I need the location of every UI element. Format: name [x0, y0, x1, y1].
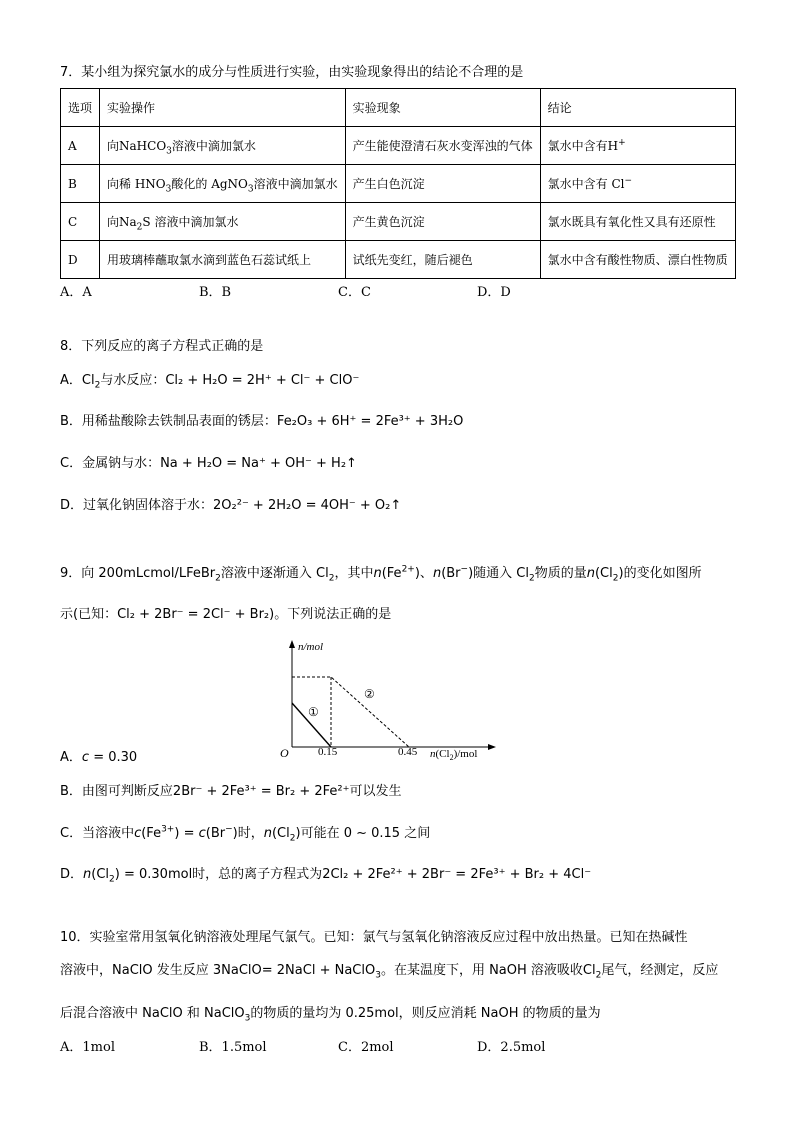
q10-line3: 后混合溶液中 NaClO 和 NaClO$_3$的物质的量均为 0.25mol，则反应消耗 NaOH 的物质的量为	[60, 1006, 601, 1024]
q9-option-b[interactable]: B．由图可判断反应2Br⁻ + 2Fe³⁺ = Br₂ + 2Fe²⁺可以发生	[60, 784, 402, 799]
row-phenomenon: 产生黄色沉淀	[345, 203, 540, 241]
line-1-label: ①	[308, 705, 319, 719]
row-phenomenon: 产生白色沉淀	[345, 165, 540, 203]
header-option: 选项	[61, 89, 100, 127]
q7-option-c[interactable]: C．C	[338, 285, 371, 300]
line-2-label: ②	[364, 687, 375, 701]
table-row	[61, 203, 736, 241]
q10-option-d[interactable]: D．2.5mol	[477, 1040, 546, 1055]
x-axis-arrow-icon	[488, 744, 496, 750]
q10-options	[60, 1039, 545, 1057]
header-conclusion: 结论	[540, 89, 735, 127]
y-axis-arrow-icon	[289, 640, 295, 648]
q7-option-d[interactable]: D．D	[477, 285, 511, 300]
q9-option-c[interactable]: C．当溶液中$c(Fe^{3+}) = c(Br^-)$时，$n(Cl_2)$可能在 0 ~ 0.15 之间	[60, 824, 431, 844]
q10-line1: 10．实验室常用氢氧化钠溶液处理尾气氯气。已知：氯气与氢氧化钠溶液反应过程中放出热量。已知在热碱性	[60, 930, 688, 945]
row-conclusion: 氯水中含有 Cl−	[540, 165, 735, 203]
q10-option-b[interactable]: B．1.5mol	[199, 1040, 267, 1055]
q10-option-c[interactable]: C．2mol	[338, 1040, 394, 1055]
row-option: C	[61, 203, 100, 241]
q9-stem-line2: 示(已知：Cl₂ + 2Br⁻ = 2Cl⁻ + Br₂)。下列说法正确的是	[60, 607, 392, 622]
q7-option-a[interactable]: A．A	[60, 285, 92, 300]
q8-stem: 8．下列反应的离子方程式正确的是	[60, 339, 264, 354]
q7-option-b[interactable]: B．B	[199, 285, 232, 300]
y-axis-label: n/mol	[298, 641, 324, 653]
table-row	[61, 165, 736, 203]
row-operation: 向稀 $HNO_3$酸化的 AgNO$_3$溶液中滴加氯水	[100, 165, 346, 203]
row-option: D	[61, 241, 100, 279]
q9-stem-line1: 9．向 200mLcmol/LFeBr$_2$溶液中逐渐通入 $Cl_2$，其中$n(Fe^{2+})$、n(Br−)随通入 $Cl_2$物质的量$n(Cl_2)$的变化如图所	[60, 564, 702, 584]
header-operation: 实验操作	[100, 89, 346, 127]
row-conclusion: 氯水中含有酸性物质、漂白性物质	[540, 241, 735, 279]
x-tick-045: 0.45	[398, 746, 418, 758]
x-tick-015: 0.15	[318, 746, 338, 758]
q9-option-a[interactable]: A．c = 0.30	[60, 750, 138, 765]
q8-option-a[interactable]: A．$Cl_2$与水反应：Cl₂ + H₂O = 2H⁺ + Cl⁻ + ClO⁻	[60, 373, 360, 391]
q7-stem: 7．某小组为探究氯水的成分与性质进行实验，由实验现象得出的结论不合理的是	[60, 65, 524, 80]
origin-label: O	[280, 746, 289, 760]
row-phenomenon: 产生能使澄清石灰水变浑浊的气体	[345, 127, 540, 165]
row-phenomenon: 试纸先变红，随后褪色	[345, 241, 540, 279]
q7-options	[60, 284, 511, 302]
q10-line2: 溶液中，NaClO 发生反应 3NaClO= 2NaCl + NaClO$_3$。在某温度下，用 NaOH 溶液吸收$Cl_2$尾气，经测定，反应	[60, 963, 719, 981]
row-operation: 用玻璃棒蘸取氯水滴到蓝色石蕊试纸上	[100, 241, 346, 279]
table-row	[61, 127, 736, 165]
table-row	[61, 241, 736, 279]
row-option: B	[61, 165, 100, 203]
row-option: A	[61, 127, 100, 165]
row-conclusion: 氯水中含有H+	[540, 127, 735, 165]
table-header-row	[61, 89, 736, 127]
row-operation: 向NaHCO$_3$溶液中滴加氯水	[100, 127, 346, 165]
x-axis-label: $n(Cl_2)$/mol	[430, 748, 478, 762]
row-conclusion: 氯水既具有氧化性又具有还原性	[540, 203, 735, 241]
q10-option-a[interactable]: A．1mol	[60, 1040, 115, 1055]
q8-option-c[interactable]: C．金属钠与水：Na + H₂O = Na⁺ + OH⁻ + H₂↑	[60, 456, 357, 471]
q8-option-d[interactable]: D．过氧化钠固体溶于水：2O₂²⁻ + 2H₂O = 4OH⁻ + O₂↑	[60, 498, 402, 513]
q8-option-b[interactable]: B．用稀盐酸除去铁制品表面的锈层：Fe₂O₃ + 6H⁺ = 2Fe³⁺ + 3H₂O	[60, 414, 464, 429]
q9-graph	[278, 635, 508, 765]
q9-option-d[interactable]: D．$n(Cl_2) = 0.30mol$时，总的离子方程式为2Cl₂ + 2Fe²⁺ + 2Br⁻ = 2Fe³⁺ + Br₂ + 4Cl⁻	[60, 867, 592, 885]
q7-table	[60, 88, 736, 279]
row-operation: 向$Na_2S$ 溶液中滴加氯水	[100, 203, 346, 241]
header-phenomenon: 实验现象	[345, 89, 540, 127]
